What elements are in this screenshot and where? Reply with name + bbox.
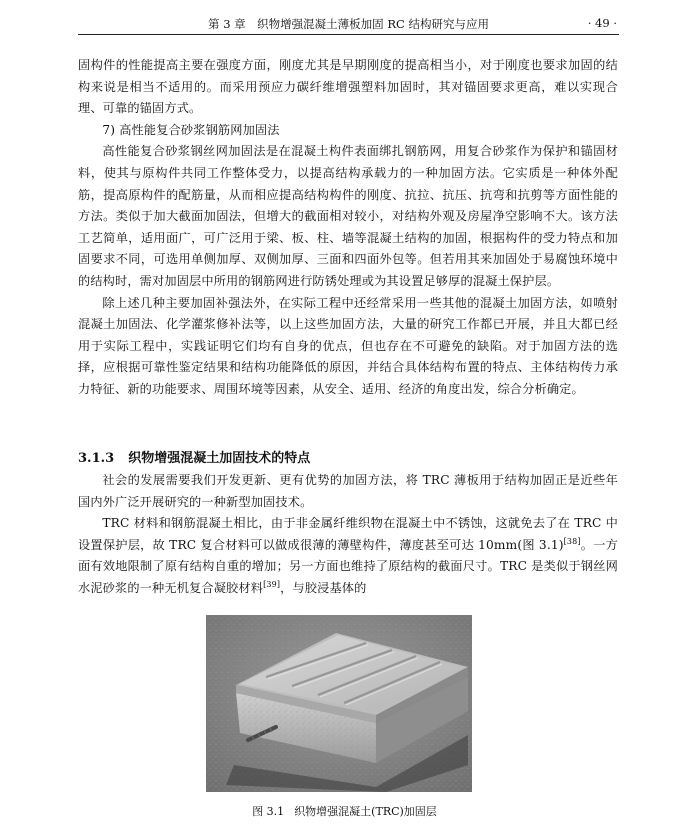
- paragraph-other-methods: 除上述几种主要加固补强法外，在实际工程中还经常采用一些其他的混凝土加固方法，如喷射混凝土加固法、化学灌浆修补法等，以上这些加固方法，大量的研究工作都已开展，并且大都已经用于实际工程中，实践证明它们均有自身的优点，但也存在不可避免的缺陷。对于加固方法的选择，应根据可靠性鉴定结果和结构功能降低的原因，并结合具体结构布置的特点、主体结构传力承力特征、新的功能要求、周围环境等因素，从安全、适用、经济的角度出发，综合分析确定。: [78, 295, 618, 396]
- citation-38: [38]: [563, 536, 581, 546]
- body-text-top: [78, 55, 618, 401]
- citation-39: [39]: [263, 579, 281, 589]
- chapter-title: 第 3 章 织物增强混凝土薄板加固 RC 结构研究与应用: [208, 17, 489, 31]
- method-heading: 7) 高性能复合砂浆钢筋网加固法: [102, 122, 280, 137]
- paragraph-mortar-method: 高性能复合砂浆钢丝网加固法是在混凝土构件表面绑扎钢筋网，用复合砂浆作为保护和锚固材料，使其与原构件共同工作整体受力，以提高结构承载力的一种加固方法。它实质是一种体外配筋，提高原构件的配筋量，从而相应提高结构构件的刚度、抗拉、抗压、抗弯和抗剪等方面性能的方法。类似于加大截面加固法，但增大的截面相对较小，对结构外观及房屋净空影响不大。该方法工艺简单，适用面广，可广泛用于梁、板、柱、墙等混凝土结构的加固，根据构件的受力特点和加固要求不同，可选用单侧加厚、双侧加厚、三面和四面外包等。但若用其来加固处于易腐蚀环境中的结构时，需对加固层中所用的钢筋网进行防锈处理或为其设置足够厚的混凝土保护层。: [78, 144, 618, 288]
- section-title: 织物增强混凝土加固技术的特点: [128, 451, 311, 466]
- section-number: 3.1.3: [78, 451, 115, 466]
- page-number: · 49 ·: [587, 16, 617, 30]
- trc-specimen-illustration: [206, 615, 472, 792]
- paragraph-continuation: 固构件的性能提高主要在强度方面，刚度尤其是早期刚度的提高相当小，对于刚度也要求加固的结构来说是相当不适用的。而采用预应力碳纤维增强塑料加固时，其对锚固要求更高，难以实现合理、可靠的锚固方式。: [78, 58, 618, 116]
- figure-label: 图 3.1: [252, 805, 285, 818]
- figure-caption: [0, 803, 689, 819]
- paragraph-trc-intro: 社会的发展需要我们开发更新、更有优势的加固方法，将 TRC 薄板用于结构加固正是近些年国内外广泛开展研究的一种新型加固技术。: [78, 473, 618, 509]
- running-header: [78, 14, 619, 35]
- paragraph-trc-properties: TRC 材料和钢筋混凝土相比，由于非金属纤维织物在混凝土中不锈蚀，这就免去了在 TRC 中设置保护层，故 TRC 复合材料可以做成很薄的薄壁构件，薄度甚至可达 10mm(图 3.1)[38]。一方面有效地限制了原有结构自重的增加；另一方面也维持了原结构的截面尺寸。TRC 是类似于钢丝网水泥砂浆的一种无机复合凝胶材料[39]，与胶浸基体的: [78, 516, 618, 595]
- section-heading: [78, 447, 310, 466]
- body-text-bottom: [78, 470, 618, 600]
- figure-caption-text: 织物增强混凝土(TRC)加固层: [294, 805, 437, 818]
- trc-panel-photo: [206, 615, 472, 792]
